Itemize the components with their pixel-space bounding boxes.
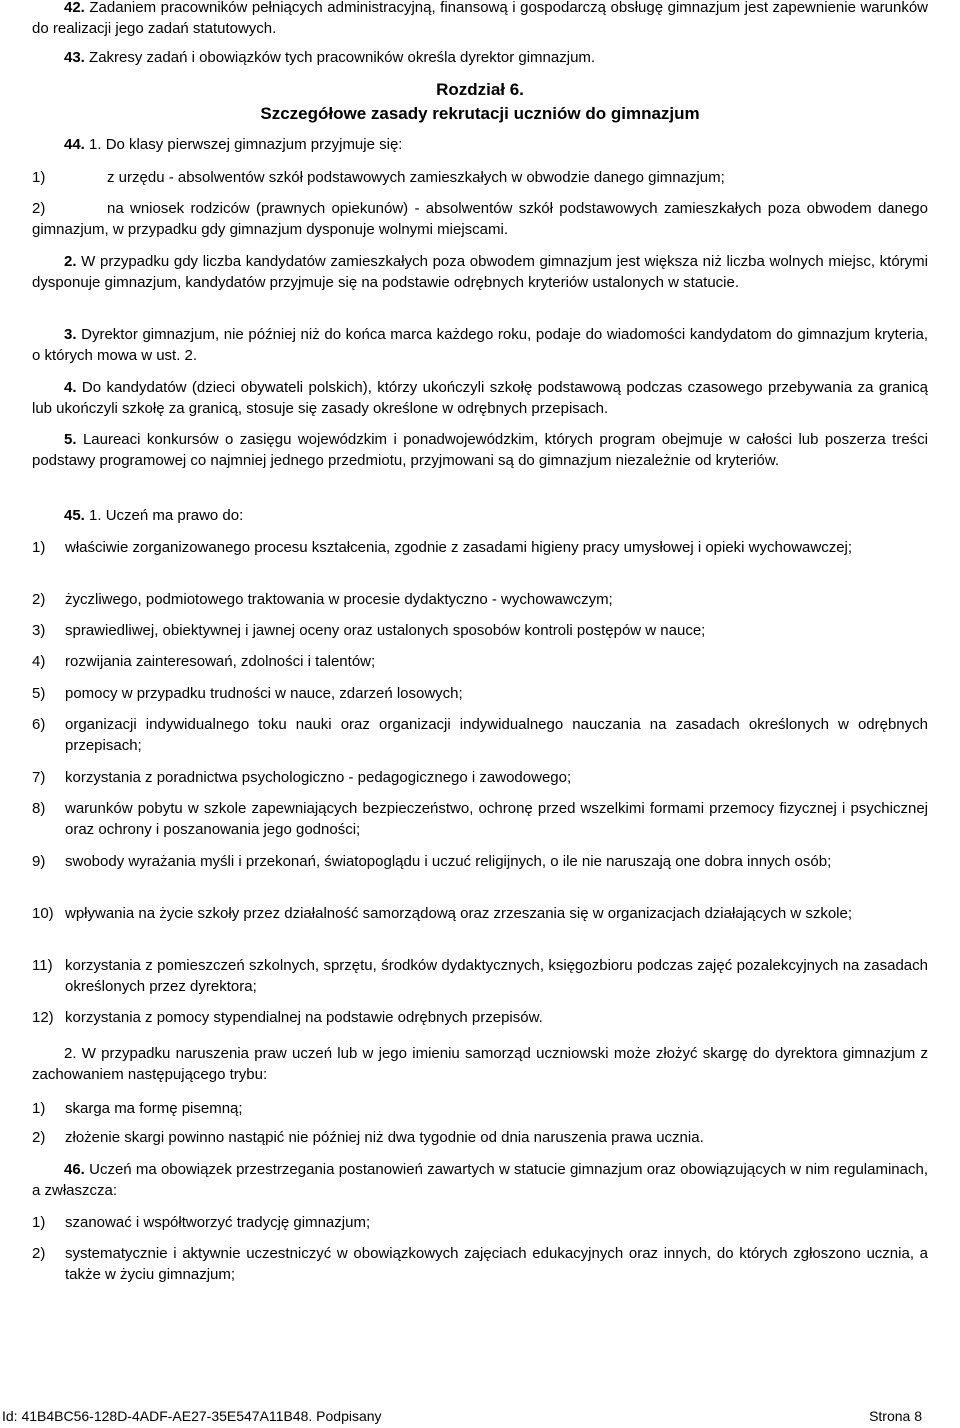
list-item xyxy=(32,651,928,672)
item-number: 7) xyxy=(32,769,46,786)
item-text: szanować i współtworzyć tradycję gimnazjum; xyxy=(65,1214,371,1231)
item-text: właściwie zorganizowanego procesu kształcenia, zgodnie z zasadami higieny pracy umysłowej i opieki wychowawczej; xyxy=(65,539,853,556)
item-text: rozwijania zainteresowań, zdolności i talentów; xyxy=(65,653,376,670)
list-item xyxy=(32,851,928,872)
list-item xyxy=(32,589,928,610)
item-text: warunków pobytu w szkole zapewniających bezpieczeństwo, ochronę przed wszelkimi formami przemocy fizycznej i psychicznej oraz ochrony i poszanowania jego godności; xyxy=(65,800,928,838)
item-number: 2) xyxy=(32,1245,46,1262)
item-number: 2) xyxy=(32,1129,46,1146)
list-item xyxy=(32,1098,928,1119)
item-number: 1) xyxy=(32,539,46,556)
item-text: życzliwego, podmiotowego traktowania w procesie dydaktyczno - wychowawczym; xyxy=(65,591,613,608)
list-item xyxy=(32,198,928,240)
list-item xyxy=(32,1243,928,1285)
paragraph-text: Zadaniem pracowników pełniących administracyjną, finansową i gospodarczą obsługę gimnazjum jest zapewnienie warunków do realizacji jego zadań statutowych. xyxy=(32,0,928,37)
paragraph-43 xyxy=(32,47,928,68)
section-45-ust-2: 2. W przypadku naruszenia praw uczeń lub w jego imieniu samorząd uczniowski może złożyć skargę do dyrektora gimnazjum z zachowaniem następującego trybu: xyxy=(32,1045,928,1083)
list-item xyxy=(32,714,928,756)
section-44-ust-5 xyxy=(32,429,928,471)
item-text: wpływania na życie szkoły przez działalność samorządową oraz zrzeszania się w organizacjach działających w szkole; xyxy=(65,905,853,922)
item-text: na wniosek rodziców (prawnych opiekunów) - absolwentów szkół podstawowych zamieszkałych poza obwodem danego gimnazjum, w przypadku gdy gimnazjum dysponuje wolnymi miejscami. xyxy=(32,200,928,238)
item-number: 5) xyxy=(32,685,46,702)
item-text: złożenie skargi powinno nastąpić nie później niż dwa tygodnie od dnia naruszenia prawa ucznia. xyxy=(65,1129,704,1146)
section-number: 44. xyxy=(64,136,85,153)
ust-number: 4. xyxy=(64,379,77,396)
section-44-ust-2 xyxy=(32,251,928,293)
list-item xyxy=(32,1127,928,1148)
item-number: 12) xyxy=(32,1009,54,1026)
section-number: 43. xyxy=(64,49,85,66)
list-item xyxy=(32,537,928,558)
item-text: korzystania z poradnictwa psychologiczno - pedagogicznego i zawodowego; xyxy=(65,769,572,786)
chapter-subtitle: Szczegółowe zasady rekrutacji uczniów do gimnazjum xyxy=(260,104,700,123)
ust-number: 2. xyxy=(64,253,77,270)
item-number: 10) xyxy=(32,905,54,922)
section-number: 45. xyxy=(64,507,85,524)
item-text: systematycznie i aktywnie uczestniczyć w obowiązkowych zajęciach edukacyjnych oraz innych, do których zgłoszono ucznia, a także w życiu gimnazjum; xyxy=(65,1245,928,1283)
section-46-intro xyxy=(32,1159,928,1201)
document-id: Id: 41B4BC56-128D-4ADF-AE27-35E547A11B48. Podpisany xyxy=(2,1408,382,1424)
section-44-ust-4 xyxy=(32,377,928,419)
ust-text: W przypadku gdy liczba kandydatów zamieszkałych poza obwodem gimnazjum jest większa niż liczba wolnych miejsc, którymi dysponuje gimnazjum, kandydatów przyjmuje się na podstawie odrębnych kryteriów ustalonych w statucie. xyxy=(32,253,928,291)
item-number: 9) xyxy=(32,853,46,870)
section-44-ust-3 xyxy=(32,324,928,366)
list-item xyxy=(32,1212,928,1233)
item-number: 4) xyxy=(32,653,46,670)
intro-text: 1. Uczeń ma prawo do: xyxy=(89,507,244,524)
item-text: z urzędu - absolwentów szkół podstawowych zamieszkałych w obwodzie danego gimnazjum; xyxy=(107,169,725,186)
item-number: 2) xyxy=(32,200,46,217)
list-item xyxy=(32,1007,928,1028)
item-text: skarga ma formę pisemną; xyxy=(65,1100,243,1117)
ust-text: Do kandydatów (dzieci obywateli polskich), którzy ukończyli szkołę podstawową podczas czasowego przebywania za granicą lub ukończyli szkołę za granicą, stosuje się zasady określone w odrębnych przepisach. xyxy=(32,379,929,417)
section-45-intro xyxy=(32,505,928,526)
intro-text: Uczeń ma obowiązek przestrzegania postanowień zawartych w statucie gimnazjum oraz obowiązujących w nim regulaminach, a zwłaszcza: xyxy=(32,1161,929,1199)
item-number: 1) xyxy=(32,169,46,186)
ust-number: 3. xyxy=(64,326,77,343)
item-text: sprawiedliwej, obiektywnej i jawnej oceny oraz ustalonych sposobów kontroli postępów w nauce; xyxy=(65,622,706,639)
list-item xyxy=(32,955,928,997)
list-item xyxy=(32,767,928,788)
list-item xyxy=(32,620,928,641)
section-number: 46. xyxy=(64,1161,85,1178)
list-item xyxy=(32,903,928,924)
section-44-intro xyxy=(32,134,928,155)
intro-text: 1. Do klasy pierwszej gimnazjum przyjmuje się: xyxy=(89,136,403,153)
item-text: organizacji indywidualnego toku nauki oraz organizacji indywidualnego nauczania na zasadach określonych w odrębnych przepisach; xyxy=(65,716,928,754)
item-number: 1) xyxy=(32,1214,46,1231)
paragraph-42 xyxy=(32,0,928,39)
item-number: 11) xyxy=(32,957,53,974)
list-item xyxy=(32,683,928,704)
item-number: 1) xyxy=(32,1100,46,1117)
page-number: Strona 8 xyxy=(869,1408,922,1424)
ust-text: Laureaci konkursów o zasięgu wojewódzkim i ponadwojewódzkim, których program obejmuje w całości lub poszerza treści podstawy programowej co najmniej jednego przedmiotu, przyjmowani są do gimnazjum niezależnie od kryteriów. xyxy=(32,431,929,469)
item-number: 6) xyxy=(32,716,46,733)
item-number: 2) xyxy=(32,591,46,608)
item-text: swobody wyrażania myśli i przekonań, światopoglądu i uczuć religijnych, o ile nie naruszają one dobra innych osób; xyxy=(65,853,832,870)
item-text: pomocy w przypadku trudności w nauce, zdarzeń losowych; xyxy=(65,685,463,702)
chapter-title: Rozdział 6. xyxy=(436,80,524,99)
paragraph-text: Zakresy zadań i obowiązków tych pracowników określa dyrektor gimnazjum. xyxy=(89,49,596,66)
list-item xyxy=(32,167,928,188)
ust-text: Dyrektor gimnazjum, nie później niż do końca marca każdego roku, podaje do wiadomości kandydatom do gimnazjum kryteria, o których mowa w ust. 2. xyxy=(32,326,928,364)
list-item xyxy=(32,798,928,840)
ust-number: 5. xyxy=(64,431,77,448)
item-text: korzystania z pomocy stypendialnej na podstawie odrębnych przepisów. xyxy=(65,1009,543,1026)
item-text: korzystania z pomieszczeń szkolnych, sprzętu, środków dydaktycznych, księgozbioru podczas zajęć pozalekcyjnych na zasadach określonych przez dyrektora; xyxy=(65,957,928,995)
section-number: 42. xyxy=(64,0,85,16)
item-number: 3) xyxy=(32,622,46,639)
item-number: 8) xyxy=(32,800,46,817)
